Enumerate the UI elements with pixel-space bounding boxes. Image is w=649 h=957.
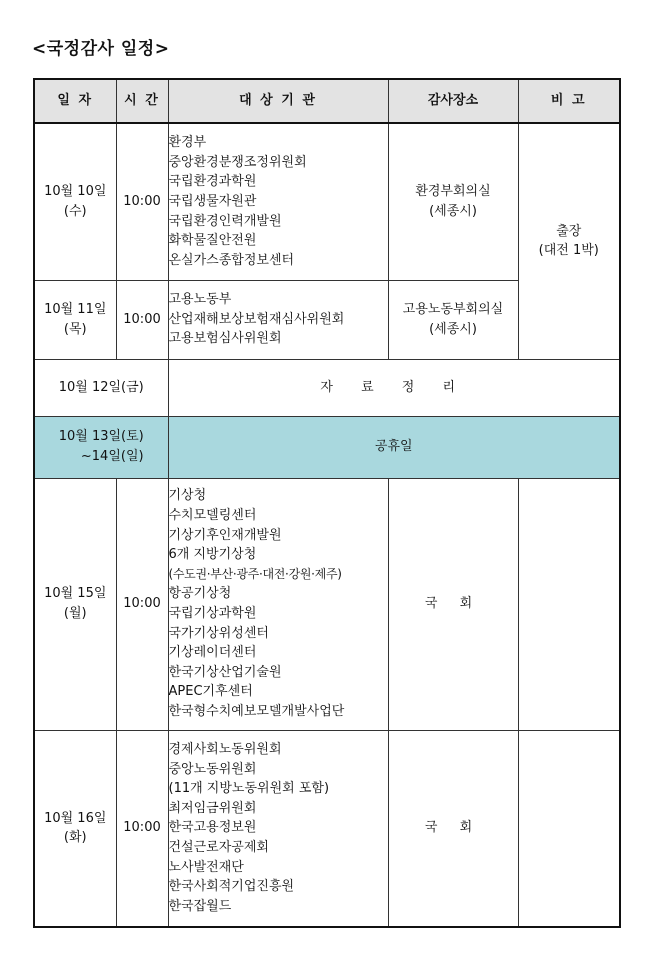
institution-item: 화학물질안전원 (168, 233, 257, 249)
page-title: <국정감사 일정> (32, 39, 170, 59)
content-cell: 공휴일 (168, 416, 620, 478)
institution-item: 기상청 (168, 488, 207, 504)
time-cell: 10:00 (116, 730, 168, 927)
note-cell (518, 730, 620, 927)
table-row (34, 416, 620, 478)
time-cell: 10:00 (116, 478, 168, 730)
table-row (34, 359, 620, 416)
institution-item: 고용노동부 (168, 292, 232, 308)
venue-cell: 국 회 (388, 478, 518, 730)
institution-item: 국립기상과학원 (168, 606, 257, 621)
date-cell: 10월 13일(토) ~14일(일) (34, 416, 168, 478)
institution-item: 한국기상산업기술원 (168, 664, 282, 680)
venue-cell: 환경부회의실 (세종시) (388, 123, 518, 280)
institution-item: 수치모델링센터 (168, 508, 257, 524)
venue-cell: 고용노동부회의실 (세종시) (388, 280, 518, 359)
institution-item: 한국사회적기업진흥원 (168, 879, 295, 895)
institution-cell (168, 730, 388, 927)
institution-cell (168, 123, 388, 280)
date-cell: 10월 10일 (수) (34, 123, 116, 280)
institution-item: 기상레이더센터 (168, 645, 257, 661)
institution-item: 항공기상청 (168, 586, 232, 602)
institution-item: 한국잡월드 (168, 898, 232, 914)
venue-cell: 국 회 (388, 730, 518, 927)
table-row (34, 478, 620, 730)
institution-item: 국립환경인력개발원 (168, 213, 282, 229)
header-note: 비 고 (518, 79, 620, 123)
institution-item: 6개 지방기상청 (168, 547, 257, 563)
date-cell: 10월 16일 (화) (34, 730, 116, 927)
institution-item: (11개 지방노동위원회 포함) (168, 781, 330, 797)
time-cell: 10:00 (116, 280, 168, 359)
institution-item: 국립생물자원관 (168, 193, 257, 209)
header-venue: 감사장소 (388, 79, 518, 123)
institution-item: 중앙환경분쟁조정위원회 (168, 154, 307, 170)
header-row (34, 79, 620, 123)
institution-item: APEC기후센터 (168, 684, 253, 700)
institution-item: 중앙노동위원회 (168, 761, 257, 777)
header-date: 일 자 (34, 79, 116, 123)
institution-item: 고용보험심사위원회 (168, 331, 282, 347)
date-cell: 10월 11일 (목) (34, 280, 116, 359)
institution-item: 국가기상위성센터 (168, 625, 269, 641)
institution-cell (168, 280, 388, 359)
institution-item: 환경부 (168, 135, 207, 151)
institution-item: 경제사회노동위원회 (168, 742, 282, 758)
institution-item: 한국고용정보원 (168, 820, 257, 836)
institution-item: 건설근로자공제회 (168, 840, 269, 856)
table-row (34, 730, 620, 927)
schedule-table (33, 78, 621, 928)
institution-item: 노사발전재단 (168, 859, 244, 875)
institution-item: (수도권·부산·광주·대전·강원·제주) (168, 566, 342, 581)
institution-item: 산업재해보상보험재심사위원회 (168, 311, 345, 327)
institution-item: 기상기후인재개발원 (168, 527, 282, 543)
header-institution: 대 상 기 관 (168, 79, 388, 123)
institution-cell (168, 478, 388, 730)
date-cell: 10월 15일 (월) (34, 478, 116, 730)
institution-item: 국립환경과학원 (168, 174, 257, 190)
table-row (34, 123, 620, 280)
note-cell: 출장 (대전 1박) (518, 123, 620, 359)
institution-item: 한국형수치예보모델개발사업단 (168, 703, 345, 719)
institution-item: 온실가스종합정보센터 (168, 252, 295, 268)
content-cell: 자 료 정 리 (168, 359, 620, 416)
institution-item: 최저임금위원회 (168, 800, 257, 816)
time-cell: 10:00 (116, 123, 168, 280)
header-time: 시 간 (116, 79, 168, 123)
note-cell (518, 478, 620, 730)
date-cell: 10월 12일(금) (34, 359, 168, 416)
